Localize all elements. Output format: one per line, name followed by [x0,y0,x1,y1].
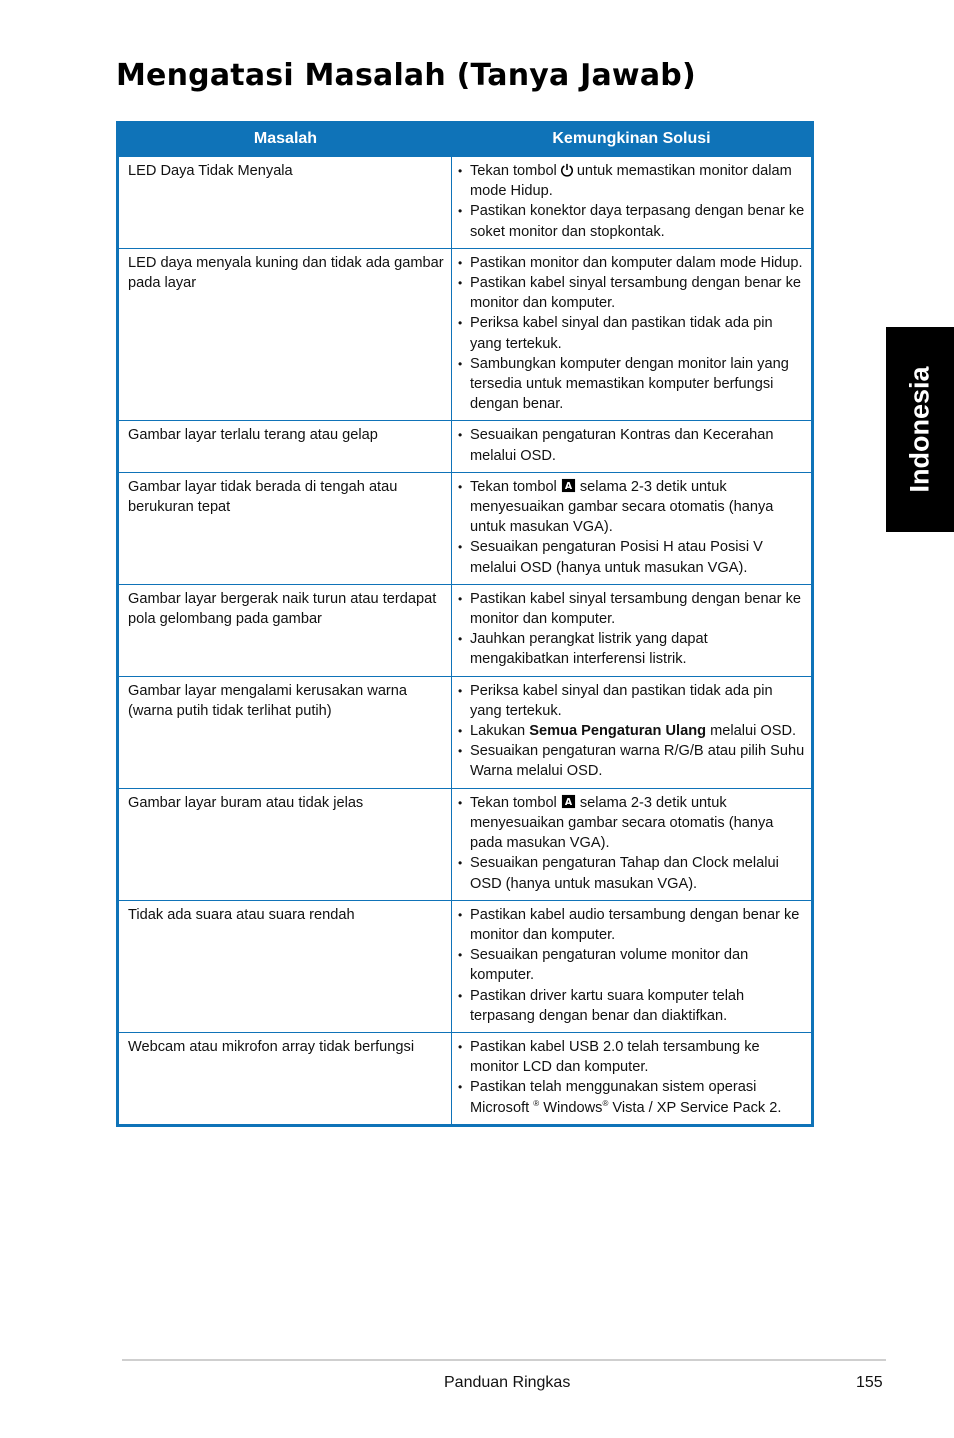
solution-text: Sesuaikan pengaturan warna R/G/B atau pilih Suhu Warna melalui OSD. [470,743,805,780]
solution-text: Sesuaikan pengaturan Posisi H atau Posisi V melalui OSD (hanya untuk masukan VGA). [470,539,763,576]
table-row [119,157,811,248]
solution-cell [452,421,811,471]
language-side-tab [886,327,954,532]
troubleshooting-table [116,121,814,1127]
solution-text: Tekan tombol [470,794,557,811]
solution-list [456,681,807,782]
problem-cell: Gambar layar buram atau tidak jelas [119,789,452,900]
problem-cell: LED daya menyala kuning dan tidak ada gambar pada layar [119,249,452,421]
solution-cell [452,677,811,788]
solution-bold: Semua Pengaturan Ulang [529,723,707,740]
solution-item [456,986,807,1026]
solution-item [456,629,807,669]
header-solution: Kemungkinan Solusi [552,130,711,147]
power-icon [560,163,574,177]
solution-cell [452,789,811,900]
solution-list [456,793,807,894]
auto-adjust-icon [561,478,576,493]
solution-text: selama 2-3 detik untuk menyesuaikan gambar secara otomatis (hanya pada masukan VGA). [470,794,774,852]
registered-mark: ® [602,1098,609,1108]
solution-item [456,273,807,313]
solution-text: Pastikan kabel sinyal tersambung dengan benar ke monitor dan komputer. [470,590,802,628]
footer-label: Panduan Ringkas [444,1374,571,1391]
solution-item [456,945,807,985]
problem-cell: Gambar layar tidak berada di tengah atau berukuran tepat [119,473,452,584]
solution-cell [452,901,811,1032]
solution-item [456,313,807,353]
table-header [119,121,811,157]
solution-item [456,741,807,781]
table-row [119,584,811,676]
solution-text: Sesuaikan pengaturan Kontras dan Kecerahan melalui OSD. [470,427,774,464]
solution-text: Periksa kabel sinyal dan pastikan tidak ada pin yang tertekuk. [470,682,773,719]
language-side-tab-label: Indonesia [904,366,935,493]
solution-text: Vista / XP Service Pack 2. [612,1099,782,1116]
solution-item [456,425,807,465]
solution-item [456,1077,807,1117]
solution-text: Sesuaikan pengaturan Tahap dan Clock melalui OSD (hanya untuk masukan VGA). [470,855,779,892]
solution-item [456,354,807,415]
solution-list [456,1037,807,1118]
solution-item [456,681,807,721]
solution-text: Pastikan kabel sinyal tersambung dengan benar ke monitor dan komputer. [470,275,802,312]
table-row [119,1032,811,1124]
solution-text: untuk memastikan monitor dalam mode Hidup. [470,163,792,200]
solution-item [456,201,807,241]
solution-text: Pastikan konektor daya terpasang dengan benar ke soket monitor dan stopkontak. [470,203,805,240]
solution-list [456,425,807,465]
solution-text: Tekan tombol [470,163,557,179]
svg-text:A: A [564,480,572,492]
solution-item [456,793,807,854]
auto-adjust-icon [561,794,576,809]
solution-item [456,905,807,945]
solution-text: Pastikan kabel USB 2.0 telah tersambung ke monitor LCD dan komputer. [470,1038,760,1076]
footer-divider [122,1359,886,1361]
solution-list [456,253,807,415]
solution-text: Pastikan kabel audio tersambung dengan benar ke monitor dan komputer. [470,906,800,943]
solution-cell [452,157,811,248]
table-body [119,157,811,1124]
problem-cell: LED Daya Tidak Menyala [119,157,452,248]
table-row [119,676,811,788]
solution-text: Sesuaikan pengaturan volume monitor dan komputer. [470,947,749,984]
table-row [119,472,811,584]
table-row [119,788,811,900]
solution-item [456,1037,807,1077]
page-title: Mengatasi Masalah (Tanya Jawab) [116,58,696,93]
solution-item [456,161,807,201]
table-row [119,420,811,471]
solution-cell [452,249,811,421]
solution-text: selama 2-3 detik untuk menyesuaikan gambar secara otomatis (hanya untuk masukan VGA). [470,478,774,536]
solution-text: Pastikan monitor dan komputer dalam mode Hidup. [470,254,803,271]
solution-text: Sambungkan komputer dengan monitor lain yang tersedia untuk memastikan komputer berfungsi dengan benar. [470,355,789,413]
solution-item [456,537,807,577]
solution-item [456,477,807,538]
table-row [119,248,811,421]
problem-cell: Gambar layar terlalu terang atau gelap [119,421,452,471]
solution-text: Periksa kabel sinyal dan pastikan tidak ada pin yang tertekuk. [470,315,773,352]
solution-item [456,253,807,273]
problem-cell: Webcam atau mikrofon array tidak berfungsi [119,1033,452,1124]
solution-text: Jauhkan perangkat listrik yang dapat mengakibatkan interferensi listrik. [470,631,708,668]
solution-text: Pastikan driver kartu suara komputer telah terpasang dengan benar dan diaktifkan. [470,987,745,1024]
solution-list [456,161,807,242]
problem-cell: Tidak ada suara atau suara rendah [119,901,452,1032]
solution-text: melalui OSD. [710,723,797,740]
solution-item [456,853,807,893]
solution-item [456,589,807,629]
solution-cell [452,1033,811,1124]
solution-text: Windows [543,1099,603,1116]
solution-text: Tekan tombol [470,478,557,495]
solution-list [456,589,807,670]
solution-cell [452,473,811,584]
solution-list [456,477,807,578]
solution-text: Pastikan telah menggunakan sistem operasi Microsoft [470,1079,757,1116]
page-number: 155 [856,1374,883,1391]
registered-mark: ® [533,1098,540,1108]
solution-list [456,905,807,1026]
solution-text: Lakukan [470,723,526,740]
header-problem: Masalah [253,130,318,147]
problem-cell: Gambar layar mengalami kerusakan warna (warna putih tidak terlihat putih) [119,677,452,788]
solution-item [456,721,807,741]
solution-cell [452,585,811,676]
problem-cell: Gambar layar bergerak naik turun atau terdapat pola gelombang pada gambar [119,585,452,676]
svg-text:A: A [564,796,572,808]
table-row [119,900,811,1032]
